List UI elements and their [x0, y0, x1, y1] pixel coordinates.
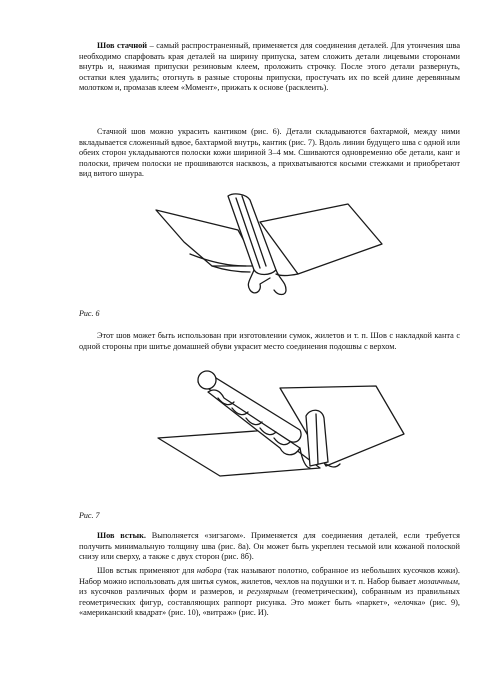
- term-butt-seam: Шов встык.: [97, 531, 146, 540]
- paragraph-text-1: Шов встык применяют для: [97, 566, 197, 575]
- paragraph-butt-seam: [79, 531, 460, 563]
- paragraph-text-4: (геометрическим), собранным из правильных геометрических фигур, составляющих раппорт рисунка. Это может быть «паркет», «елочка» (рис. 9), «американский квадрат» (рис. 10), «витраж» (рис. И).: [79, 587, 460, 618]
- paragraph-usage: [79, 331, 460, 352]
- paragraph-text: – самый распространенный, применяется для соединения деталей. Для утончения шва необходимо спарфовать края деталей на ширину припуска, затем сложить детали лицевыми сторонами внутрь и, нажимая припуски резиновым клеем, проложить строчку. После этого детали развернуть, остатки клея удалить; отогнуть в разные стороны припуски, простучать их по всей длине деревянным молотком и, промазав клеем «Момент», прижать к основе (расклеить).: [79, 41, 460, 93]
- figure-6-caption: Рис. 6: [79, 309, 100, 318]
- term-set: набора: [196, 566, 222, 575]
- paragraph-patchwork: [79, 566, 460, 619]
- paragraph-text: Стачной шов можно украсить кантиком (рис. 6). Детали складываются бахтармой, между ними вкладывается сложенный вдвое, бахтармой внутрь, кантик (рис. 7). Вдоль линии будущего шва с одной или обеих сторон укладываются полоски кожи шириной 3–4 мм. Сшиваются одновременно обе детали, канг и полоски, причем полоски не прошиваются насквозь, а прихватываются косыми стежками и приобретают вид витого шнура.: [79, 127, 460, 179]
- term-mosaic: мозаичным,: [418, 576, 460, 586]
- term-stitch-seam: Шов стачной: [97, 41, 148, 50]
- figure-7-caption: Рис. 7: [79, 511, 100, 520]
- term-regular: регулярным: [247, 587, 289, 597]
- paragraph-text: Этот шов может быть использован при изготовлении сумок, жилетов и т. п. Шов с накладкой канта с одной стороны при шитье домашней обуви украсит место соединения подошвы с верхом.: [79, 331, 460, 351]
- paragraph-text-2: (так называют полотно, собранное из небольших кусочков кожи). Набор можно использовать для шитья сумок, жилетов, чехлов на подушки и т. п. Набор бывает: [79, 566, 460, 586]
- paragraph-piping: [79, 127, 460, 180]
- paragraph-stitch-seam: [79, 41, 460, 94]
- figure-7-illustration: [150, 368, 410, 488]
- paragraph-text: Выполняется «зигзагом». Применяется для соединения деталей, если требуется получить минимальную толщину шва (рис. 8а). Он может быть укреплен тесьмой или кожаной полоской снизу или сверху, а также с двух сторон (рис. 8б).: [79, 531, 461, 562]
- figure-6-illustration: [150, 192, 400, 304]
- paragraph-text-3: из кусочков различных форм и размеров, и: [79, 587, 248, 597]
